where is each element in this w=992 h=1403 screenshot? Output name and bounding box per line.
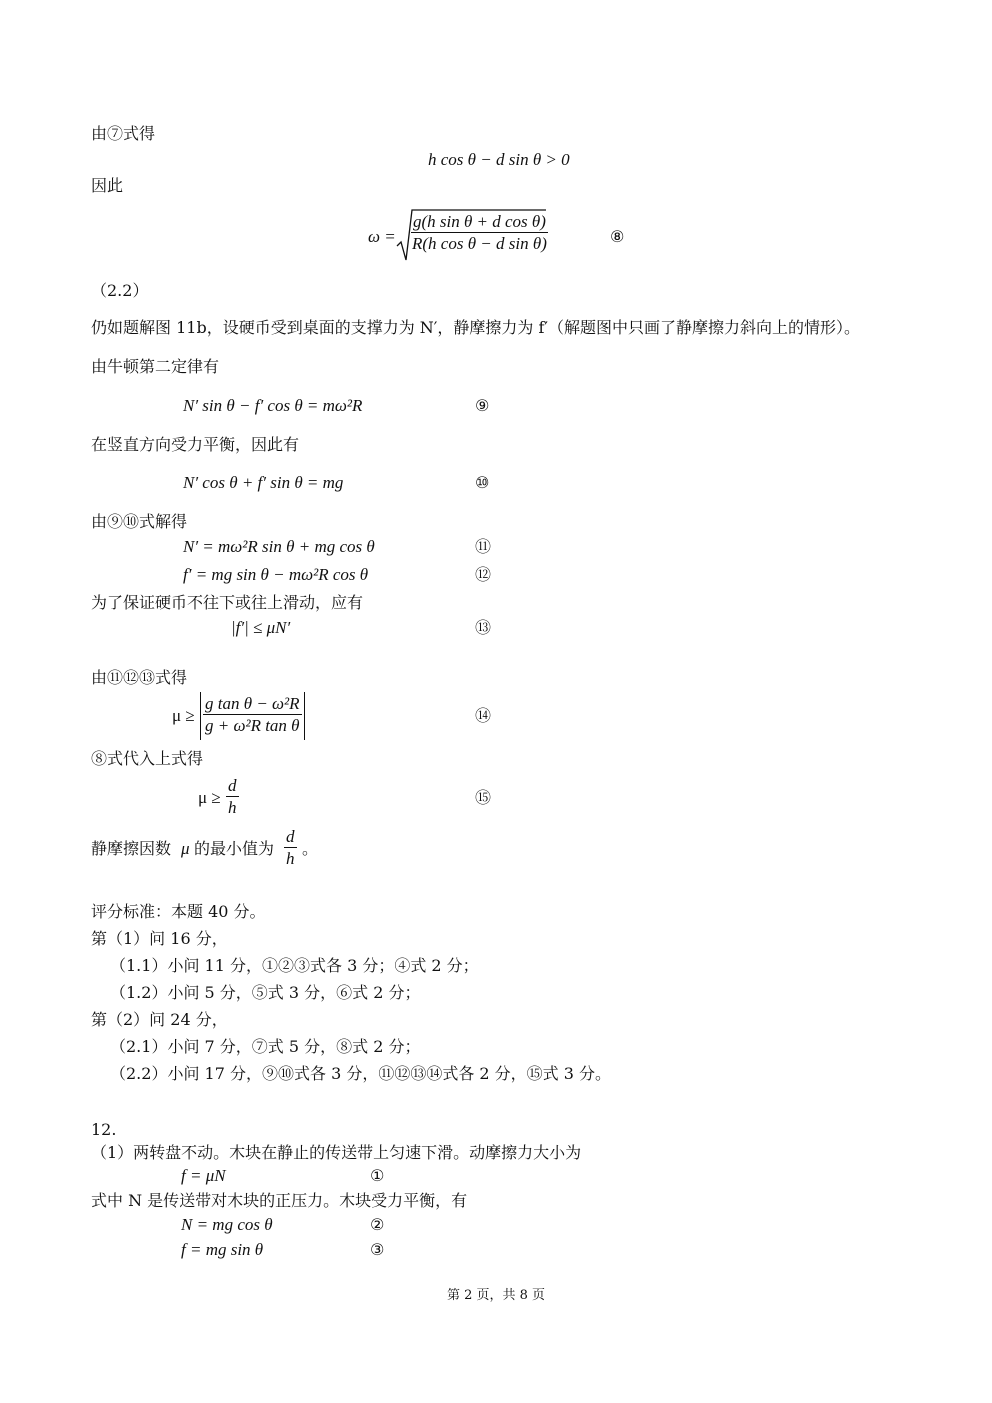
equation-lhs: μ ≥ bbox=[172, 706, 195, 725]
text-line: 由⑨⑩式解得 bbox=[91, 512, 188, 531]
text-line: 为了保证硬币不往下或往上滑动，应有 bbox=[91, 593, 364, 612]
equation: N′ cos θ + f′ sin θ = mg bbox=[183, 473, 344, 492]
equation: f = μN bbox=[181, 1166, 226, 1185]
equation-lhs: μ ≥ bbox=[198, 788, 221, 807]
equation-tag: ⑧ bbox=[610, 227, 625, 246]
text-line: ⑧式代入上式得 bbox=[91, 749, 204, 768]
equation-tag: ⑭ bbox=[475, 706, 492, 725]
text-line: 式中 N 是传送带对木块的正压力。木块受力平衡，有 bbox=[91, 1191, 468, 1210]
text-line: 由牛顿第二定律有 bbox=[91, 357, 220, 376]
section-label: （2.2） bbox=[91, 281, 149, 300]
equation-tag: ⑬ bbox=[475, 618, 492, 637]
equation-tag: ⑫ bbox=[475, 565, 492, 584]
equation: f = mg sin θ bbox=[181, 1240, 264, 1259]
fraction-numerator: d bbox=[228, 776, 237, 795]
text-line: 在竖直方向受力平衡，因此有 bbox=[91, 435, 300, 454]
page-footer: 第 2 页，共 8 页 bbox=[446, 1288, 546, 1303]
fraction-numerator: g tan θ − ω²R bbox=[205, 694, 300, 713]
scoring-line: 第（1）问 16 分， bbox=[91, 929, 228, 948]
equation: N = mg cos θ bbox=[181, 1215, 273, 1234]
equation: |f′| ≤ μN′ bbox=[231, 618, 291, 637]
equation-tag: ① bbox=[370, 1166, 385, 1185]
text-line: 静摩擦因数 bbox=[91, 839, 172, 858]
abs-bar-left bbox=[200, 692, 201, 740]
equation-lhs: ω = bbox=[368, 227, 396, 246]
inline-fraction bbox=[284, 826, 297, 870]
equation: N′ sin θ − f′ cos θ = mω²R bbox=[183, 396, 363, 415]
equation-tag: ⑪ bbox=[475, 537, 492, 556]
equation: N′ = mω²R sin θ + mg cos θ bbox=[183, 537, 375, 556]
eq14-fraction bbox=[203, 693, 302, 737]
paragraph: 仍如题解图 11b，设硬币受到桌面的支撑力为 N′，静摩擦力为 f′（解题图中只画了静摩擦力斜向上的情形）。 bbox=[91, 318, 861, 337]
text-line: （1）两转盘不动。木块在静止的传送带上匀速下滑。动摩擦力大小为 bbox=[91, 1143, 582, 1162]
text-line: 由⑪⑫⑬式得 bbox=[91, 668, 188, 687]
text-line: 的最小值为 bbox=[194, 839, 275, 858]
eq15-fraction bbox=[226, 775, 239, 819]
text-line: 由⑦式得 bbox=[91, 124, 156, 143]
equation-tag: ⑮ bbox=[475, 788, 492, 807]
scoring-line: （2.2）小问 17 分，⑨⑩式各 3 分，⑪⑫⑬⑭式各 2 分，⑮式 3 分。 bbox=[110, 1064, 612, 1083]
equation: f′ = mg sin θ − mω²R cos θ bbox=[183, 565, 369, 584]
fraction-denominator: h bbox=[228, 798, 237, 817]
equation-tag: ⑨ bbox=[475, 396, 490, 415]
equation-tag: ⑩ bbox=[475, 473, 490, 492]
text-line: 因此 bbox=[91, 176, 124, 195]
equation-tag: ③ bbox=[370, 1240, 385, 1259]
fraction-denominator: h bbox=[286, 849, 295, 868]
scoring-line: （1.1）小问 11 分，①②③式各 3 分；④式 2 分； bbox=[110, 956, 479, 975]
fraction-numerator: d bbox=[286, 827, 295, 846]
scoring-line: （1.2）小问 5 分，⑤式 3 分，⑥式 2 分； bbox=[110, 983, 421, 1002]
question-number: 12. bbox=[91, 1120, 117, 1139]
text-line: 。 bbox=[302, 839, 319, 858]
equation: h cos θ − d sin θ > 0 bbox=[428, 150, 570, 169]
fraction-denominator: g + ω²R tan θ bbox=[205, 716, 300, 735]
abs-bar-right bbox=[304, 692, 305, 740]
scoring-title: 评分标准：本题 40 分。 bbox=[91, 902, 266, 921]
scoring-line: 第（2）问 24 分， bbox=[91, 1010, 228, 1029]
fraction-denominator: R(h cos θ − d sin θ) bbox=[412, 234, 547, 253]
scoring-line: （2.1）小问 7 分，⑦式 5 分，⑧式 2 分； bbox=[110, 1037, 421, 1056]
inline-math: μ bbox=[181, 839, 190, 858]
fraction-numerator: g(h sin θ + d cos θ) bbox=[412, 212, 546, 231]
equation-tag: ② bbox=[370, 1215, 385, 1234]
omega-fraction bbox=[410, 211, 549, 255]
